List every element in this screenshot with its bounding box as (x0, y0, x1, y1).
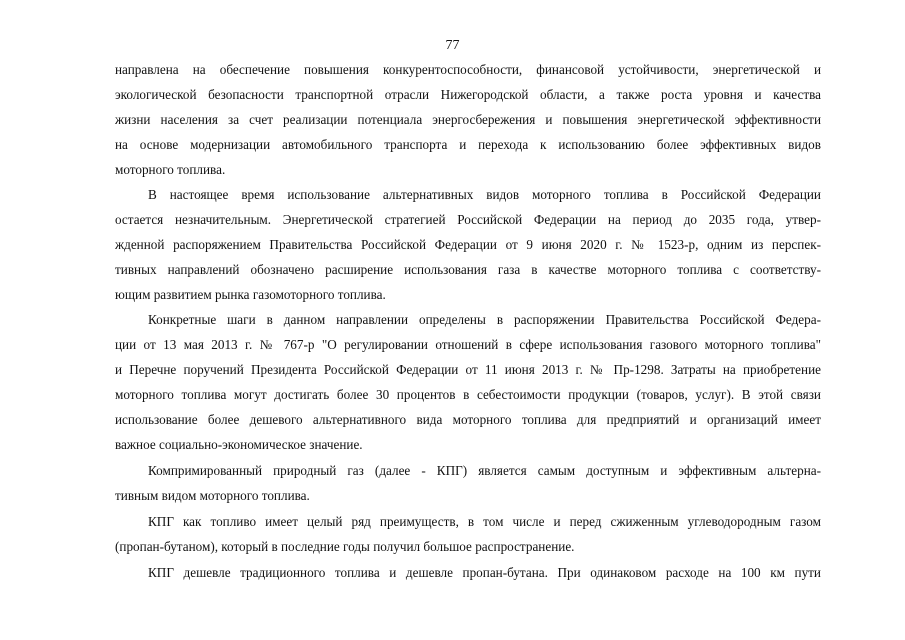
text-line: и Перечне поручений Президента Российской Федерации от 11 июня 2013 г. № Пр-1298. Затраты на приобретение (115, 362, 821, 377)
text-line: В настоящее время использование альтернативных видов моторного топлива в Российской Федерации (148, 187, 821, 202)
text-line: важное социально-экономическое значение. (115, 437, 363, 452)
text-line: КПГ дешевле традиционного топлива и дешевле пропан-бутана. При одинаковом расходе на 100 км пути (148, 565, 821, 580)
text-line: Конкретные шаги в данном направлении определены в распоряжении Правительства Российской Федера- (148, 312, 821, 327)
page-number: 77 (445, 38, 460, 53)
text-line: моторного топлива. (115, 162, 226, 177)
text-line: Компримированный природный газ (далее - КПГ) является самым доступным и эффективным альтерна- (148, 463, 821, 478)
text-line: КПГ как топливо имеет целый ряд преимуществ, в том числе и перед сжиженным углеводородным газом (148, 514, 821, 529)
text-line: тивных направлений обозначено расширение использования газа в качестве моторного топлива с соответству- (115, 262, 821, 277)
text-line: моторного топлива могут достигать более 30 процентов в себестоимости продукции (товаров, услуг). В этой связи (115, 387, 821, 402)
text-line: на основе модернизации автомобильного транспорта и перехода к использованию более эффективных видов (115, 137, 821, 152)
text-line: (пропан-бутаном), который в последние годы получил большое распространение. (115, 539, 575, 554)
text-line: остается незначительным. Энергетической стратегией Российской Федерации на период до 2035 года, утвер- (115, 212, 821, 227)
text-line: тивным видом моторного топлива. (115, 488, 310, 503)
text-line: экологической безопасности транспортной отрасли Нижегородской области, а также роста уровня и качества (115, 87, 821, 102)
text-line: жденной распоряжением Правительства Российской Федерации от 9 июня 2020 г. № 1523-р, одним из перспек- (115, 237, 821, 252)
text-line: ции от 13 мая 2013 г. № 767-р "О регулировании отношений в сфере использования газового моторного топлива" (115, 337, 821, 352)
text-line: ющим развитием рынка газомоторного топлива. (115, 287, 386, 302)
text-line: использование более дешевого альтернативного вида моторного топлива для предприятий и организаций имеет (115, 412, 821, 427)
text-line: направлена на обеспечение повышения конкурентоспособности, финансовой устойчивости, энергетической и (115, 62, 821, 77)
text-line: жизни населения за счет реализации потенциала энергосбережения и повышения энергетической эффективности (115, 112, 821, 127)
